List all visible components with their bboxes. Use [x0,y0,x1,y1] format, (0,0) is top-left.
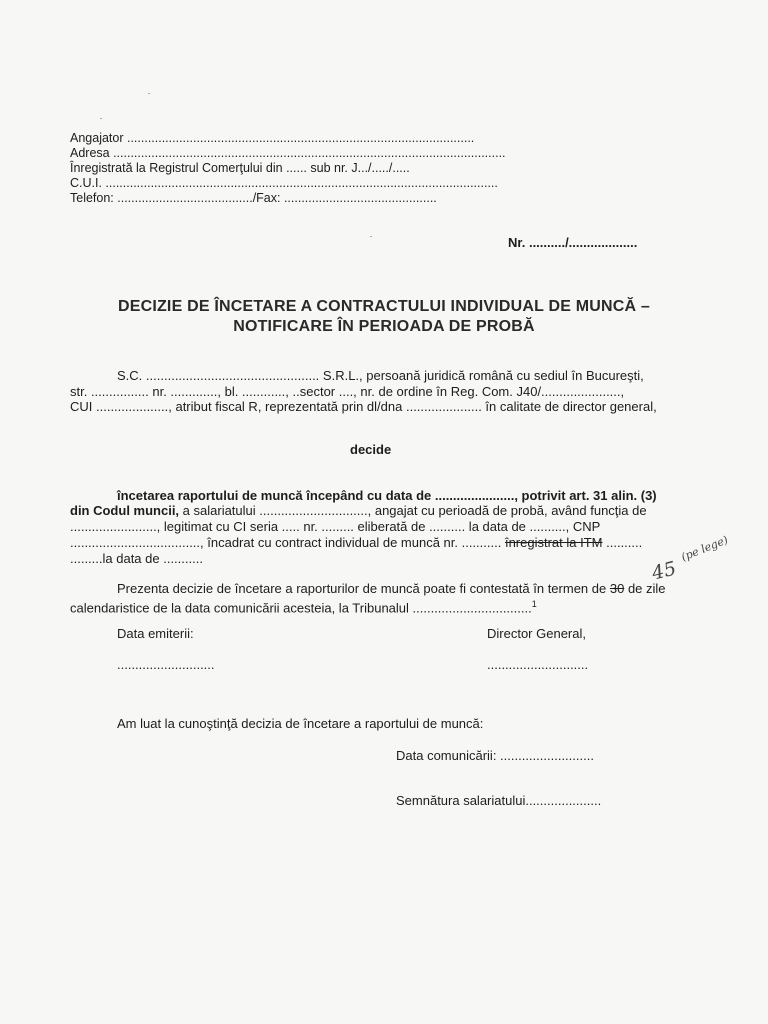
footnote-marker: 1 [531,599,537,609]
director-label: Director General, [487,626,586,641]
director-signature-dots: ............................ [487,657,589,672]
document-title-line-1: DECIZIE DE ÎNCETARE A CONTRACTULUI INDIVIDUAL DE MUNCĂ – [117,298,651,315]
contest-line-2 [70,597,537,615]
employer-line: Angajator .................................................................................................... [70,131,475,145]
handwritten-note: (pe lege) [679,533,730,564]
scan-speck [370,236,372,237]
termination-line-1: încetarea raportului de muncă începând cu data de ......................, potrivit art. 31 alin. (3) [117,488,657,503]
company-intro-rest: S.R.L., persoană juridică română cu sediul în Bucureşti, [322,368,644,383]
contest-days-struck: 30 [609,581,625,596]
termination-line-5: .........la data de ........... [70,551,203,566]
company-prefix: S.C. [117,368,143,383]
decide-heading: decide [350,442,392,457]
scan-speck [148,93,150,94]
contest-text: Prezenta decizie de încetare a raporturilor de muncă poate fi contestată în termen de [117,581,607,596]
termination-line-4-end: .......... [606,535,643,550]
company-name-dots: ................................................ [145,368,320,383]
phone-fax-line: Telefon: ......................................./Fax: ............................................ [70,191,437,205]
address-line: Adresa ................................................................................................................. [70,146,506,160]
labour-code-ref: din Codul muncii, [70,503,180,518]
court-text: calendaristice de la data comunicării acesteia, la Tribunalul ................................. [70,600,532,616]
scan-speck [100,118,102,119]
company-intro-line-1 [117,368,644,383]
termination-line-3: ........................, legitimat cu CI seria ..... nr. ......... eliberată de .......... la data de .........., CNP [70,519,601,534]
handwritten-number: 45 [649,557,679,585]
contest-days-unit: de zile [627,581,666,596]
company-intro-line-2: str. ................ nr. ............., bl. ............, ..sector ...., nr. de ordine în Reg. Com. J40/......................, [70,384,625,399]
itm-strike-text: înregistrat la ITM [504,535,603,550]
communication-date: Data comunicării: .......................... [396,748,594,763]
termination-line-2 [70,503,647,518]
termination-line-4 [70,535,642,550]
acknowledgement-text: Am luat la cunoştinţă decizia de încetare a raportului de muncă: [117,716,484,731]
termination-line-2-rest: a salariatului .............................., angajat cu perioadă de probă, având funcţia de [182,503,647,518]
contract-text: ...................................., încadrat cu contract individual de muncă nr. ........... [70,535,502,550]
document-number: Nr. ........../................... [508,235,638,250]
cui-line: C.U.I. ................................................................................................................. [70,176,498,190]
issue-date-dots: ........................... [117,657,215,672]
trade-register-line: Înregistrată la Registrul Comerţului din ...... sub nr. J.../...../..... [70,161,410,175]
issue-date-label: Data emiterii: [117,626,194,641]
contest-line-1 [117,581,666,596]
company-intro-line-3: CUI ...................., atribut fiscal R, reprezentată prin dl/dna ..................... în calitate de director general, [70,399,657,414]
document-title-line-2: NOTIFICARE ÎN PERIOADA DE PROBĂ [233,318,535,335]
employee-signature: Semnătura salariatului..................... [396,793,602,808]
